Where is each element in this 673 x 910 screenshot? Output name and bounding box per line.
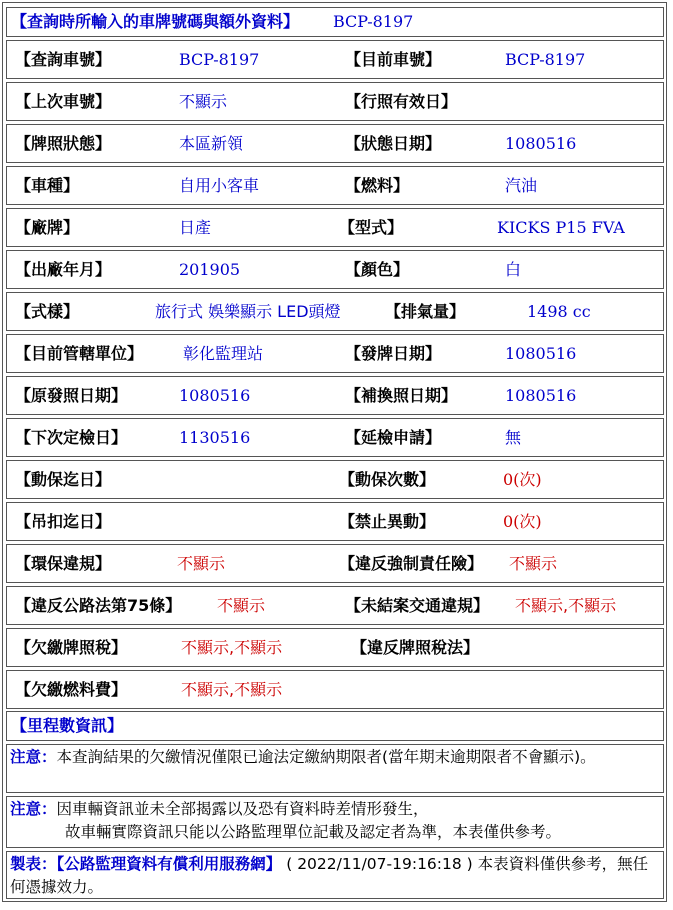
field-value: 不顯示: [217, 596, 266, 615]
field-value: 旅行式 娛樂顯示 LED頭燈: [155, 302, 341, 321]
field-label: 【動保迄日】: [15, 470, 112, 489]
query-header: [6, 7, 664, 37]
field-value: 1080516: [505, 386, 577, 405]
field-value: 0(次): [503, 470, 542, 489]
field-label: 【出廠年月】: [15, 260, 112, 279]
info-row: [6, 334, 664, 373]
field-label: 【補換照日期】: [345, 386, 458, 405]
field-label: 【式樣】: [15, 302, 80, 321]
info-row: [6, 586, 664, 625]
field-label: 【查詢車號】: [15, 50, 112, 69]
footer-note: [6, 851, 664, 899]
info-row: [6, 292, 664, 331]
info-row: [6, 250, 664, 289]
info-row: [6, 124, 664, 163]
info-row: [6, 628, 664, 667]
field-value: 日產: [179, 218, 212, 237]
field-value: 不顯示,不顯示: [515, 596, 617, 615]
info-row: [6, 544, 664, 583]
field-label: 【車種】: [15, 176, 80, 195]
info-row: [6, 376, 664, 415]
mileage-section: [6, 711, 664, 741]
field-value: 不顯示: [179, 92, 228, 111]
field-value: 1080516: [179, 386, 251, 405]
field-label: 【廠牌】: [15, 218, 80, 237]
footer-label: 製表：: [10, 855, 57, 873]
info-row: [6, 40, 664, 79]
field-label: 【型式】: [339, 218, 404, 237]
field-label: 【違反公路法第75條】: [15, 596, 182, 615]
field-value: 本區新領: [179, 134, 244, 153]
field-value: BCP-8197: [505, 50, 586, 69]
note-2: [6, 796, 664, 848]
field-label: 【下次定檢日】: [15, 428, 128, 447]
field-value: 白: [505, 260, 522, 279]
note-2-label: 注意：: [10, 800, 57, 818]
field-label: 【牌照狀態】: [15, 134, 112, 153]
field-label: 【原發照日期】: [15, 386, 128, 405]
footer-text: 本表資料僅供參考，無任何憑據效力。: [10, 855, 649, 896]
field-label: 【顏色】: [345, 260, 410, 279]
note-1-label: 注意：: [10, 748, 57, 766]
info-row: [6, 502, 664, 541]
field-value: 彰化監理站: [183, 344, 264, 363]
info-row: [6, 670, 664, 709]
field-value: 汽油: [505, 176, 538, 195]
field-label: 【上次車號】: [15, 92, 112, 111]
footer-source: 【公路監理資料有償利用服務網】: [56, 855, 282, 873]
field-value: 1080516: [505, 134, 577, 153]
field-label: 【狀態日期】: [345, 134, 442, 153]
field-label: 【動保次數】: [339, 470, 436, 489]
header-plate: BCP-8197: [333, 12, 414, 31]
info-row: [6, 82, 664, 121]
field-value: 不顯示: [509, 554, 558, 573]
footer-datetime: ( 2022/11/07-19:16:18 ): [286, 855, 473, 873]
info-row: [6, 166, 664, 205]
mileage-title: 【里程數資訊】: [11, 716, 124, 735]
field-label: 【違反強制責任險】: [339, 554, 484, 573]
field-value: 不顯示,不顯示: [181, 680, 283, 699]
field-label: 【違反牌照稅法】: [351, 638, 480, 657]
field-value: 不顯示,不顯示: [181, 638, 283, 657]
field-label: 【目前管轄單位】: [15, 344, 144, 363]
info-row: [6, 208, 664, 247]
field-value: 1498 cc: [527, 302, 591, 321]
note-2-line1: 因車輛資訊並未全部揭露以及恐有資料時差情形發生，: [56, 800, 429, 818]
field-value: 無: [505, 428, 522, 447]
field-label: 【目前車號】: [345, 50, 442, 69]
field-label: 【發牌日期】: [345, 344, 442, 363]
field-value: 自用小客車: [179, 176, 260, 195]
field-label: 【行照有效日】: [345, 92, 458, 111]
field-label: 【吊扣迄日】: [15, 512, 112, 531]
note-1-text: 本查詢結果的欠繳情況僅限已逾法定繳納期限者(當年期末逾期限者不會顯示)。: [56, 748, 596, 766]
field-value: 1080516: [505, 344, 577, 363]
field-label: 【環保違規】: [15, 554, 112, 573]
field-label: 【排氣量】: [385, 302, 466, 321]
field-value: KICKS P15 FVA: [497, 218, 625, 237]
field-label: 【禁止異動】: [339, 512, 436, 531]
field-value: 1130516: [179, 428, 251, 447]
info-row: [6, 418, 664, 457]
info-row: [6, 460, 664, 499]
field-value: 不顯示: [177, 554, 226, 573]
field-label: 【欠繳牌照稅】: [15, 638, 128, 657]
field-label: 【延檢申請】: [345, 428, 442, 447]
field-value: 0(次): [503, 512, 542, 531]
field-value: BCP-8197: [179, 50, 260, 69]
note-2-line2: 故車輛實際資訊只能以公路監理單位記載及認定者為準，本表僅供參考。: [65, 823, 562, 841]
header-title: 【查詢時所輸入的車牌號碼與額外資料】: [11, 12, 300, 31]
note-1: [6, 744, 664, 793]
field-label: 【未結案交通違規】: [345, 596, 490, 615]
field-label: 【欠繳燃料費】: [15, 680, 128, 699]
field-label: 【燃料】: [345, 176, 410, 195]
field-value: 201905: [179, 260, 241, 279]
